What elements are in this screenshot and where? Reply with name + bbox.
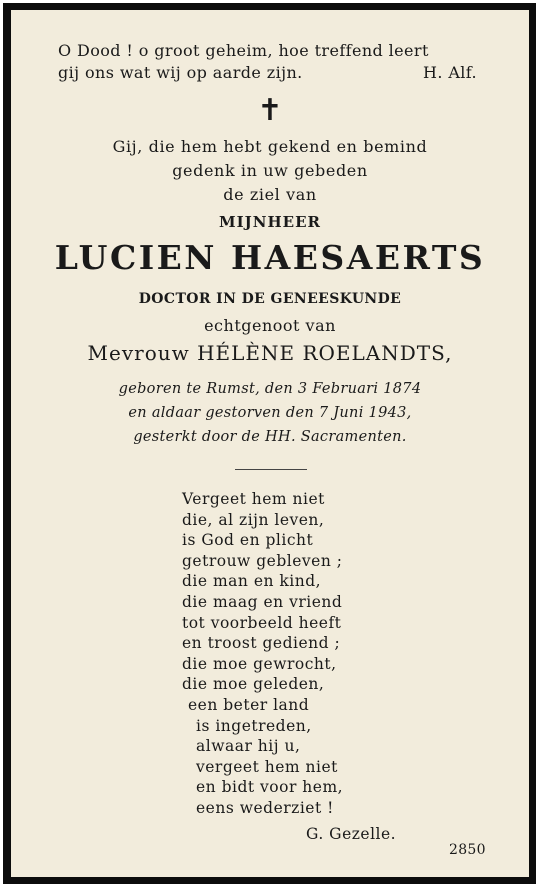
poem-line: die maag en vriend — [182, 593, 343, 611]
poem-line: die moe geleden, — [182, 675, 325, 693]
quote-line-2: gij ons wat wij op aarde zijn. — [58, 63, 303, 82]
poem-line: een beter land — [188, 696, 310, 714]
cross-icon: ✝ — [257, 93, 283, 128]
poem-line: die, al zijn leven, — [182, 511, 325, 529]
honorific-title: MIJNHEER — [219, 213, 321, 231]
spouse-name: Mevrouw HÉLÈNE ROELANDTS, — [87, 341, 453, 365]
poem-line: alwaar hij u, — [196, 737, 301, 755]
intro-line-3: de ziel van — [223, 185, 317, 204]
poem-line: Vergeet hem niet — [182, 490, 325, 508]
poem-line: en troost gediend ; — [182, 634, 341, 652]
poem-line: tot voorbeeld heeft — [182, 614, 342, 632]
divider-rule — [235, 469, 307, 470]
memorial-card-border — [3, 3, 536, 884]
birth-line: geboren te Rumst, den 3 Februari 1874 — [118, 381, 422, 397]
poem-line: en bidt voor hem, — [196, 778, 344, 796]
quote-line-1: O Dood ! o groot geheim, hoe treffend leert — [58, 41, 429, 60]
spouse-label: echtgenoot van — [204, 316, 336, 335]
poem-author: G. Gezelle. — [306, 825, 397, 843]
card-number: 2850 — [449, 842, 486, 858]
poem-line: vergeet hem niet — [196, 758, 338, 776]
death-line: en aldaar gestorven den 7 Juni 1943, — [128, 405, 412, 421]
deceased-name: LUCIEN HAESAERTS — [54, 238, 486, 277]
intro-line-1: Gij, die hem hebt gekend en bemind — [112, 137, 428, 156]
poem-line: is God en plicht — [182, 531, 314, 549]
poem-line: is ingetreden, — [196, 717, 312, 735]
quote-author: H. Alf. — [423, 63, 478, 82]
sacraments-line: gesterkt door de HH. Sacramenten. — [133, 429, 407, 445]
poem-line: eens wederziet ! — [196, 799, 334, 817]
poem-line: die man en kind, — [182, 572, 322, 590]
profession: DOCTOR IN DE GENEESKUNDE — [138, 291, 402, 307]
poem-line: die moe gewrocht, — [182, 655, 337, 673]
poem-line: getrouw gebleven ; — [182, 552, 343, 570]
intro-line-2: gedenk in uw gebeden — [172, 161, 368, 180]
memorial-card — [11, 10, 529, 877]
